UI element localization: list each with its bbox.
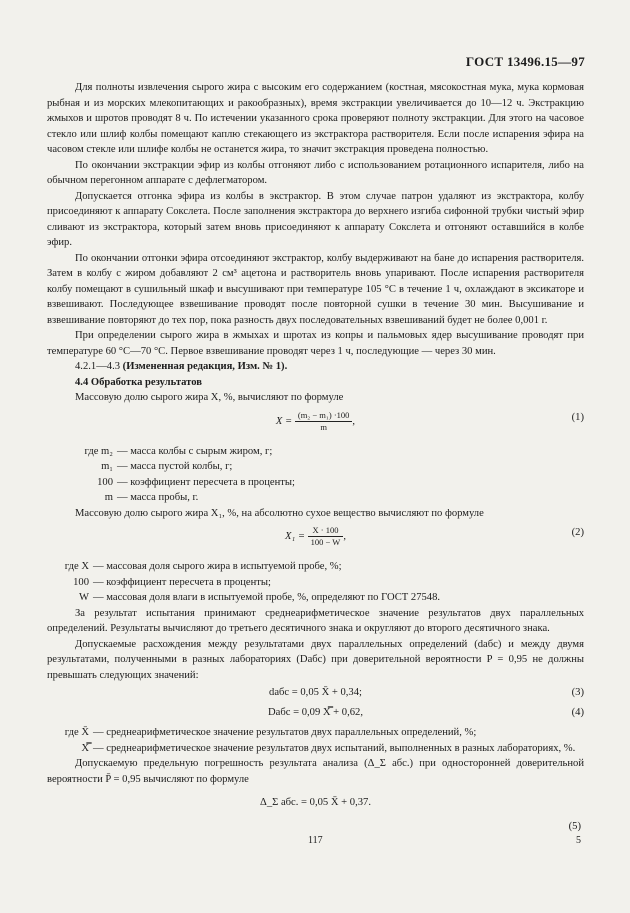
legend-desc: — массовая доля влаги в испытуемой пробе, %, определяют по ГОСТ 27548.: [93, 592, 441, 603]
equation-1: [47, 410, 584, 444]
amendment-text: (Измененная редакция, Изм. № 1).: [122, 361, 288, 372]
amendment-ref: 4.2.1—4.3: [75, 361, 123, 372]
legend-desc: — среднеарифметическое значение результатов двух параллельных определений, %;: [93, 727, 477, 738]
legend-desc: — коэффициент пересчета в проценты;: [93, 576, 271, 588]
legend-desc: — коэффициент пересчета в проценты;: [117, 476, 295, 488]
legend-symbol: m₁: [101, 461, 113, 472]
equation-lhs: X =: [275, 415, 293, 427]
fraction: [308, 525, 344, 548]
equation-tail: ,: [343, 530, 346, 542]
fraction-denominator: 100 − W: [310, 537, 341, 547]
equation-2: [47, 525, 584, 559]
paragraph: По окончании отгонки эфира отсоединяют экстрактор, колбу выдерживают на бане до испарения растворителя. Затем в колбу с жиром добавляют 2 см³ ацетона и растворитель вновь упаривают. После испарения растворителя колбу помещают в сушильный шкаф и высушивают при температуре 105 °С в течение 1 ч, охлаждают в эксикаторе и взвешивают. Последующее взвешивание проводят после повторной сушки в течение 30 мин. Высушивание и взвешивание повторяют до тех пор, пока разность двух последовательных взвешиваний будет не более 0,001 г.: [47, 252, 584, 326]
legend-desc: — масса колбы с сырым жиром, г;: [117, 445, 273, 457]
equation-number: (2): [571, 527, 584, 538]
amendment-note: [47, 359, 584, 375]
equation-3: [47, 685, 584, 705]
legend-list: [47, 725, 584, 756]
equation-lhs: X₁ =: [285, 530, 305, 542]
paragraph: Допускается отгонка эфира из колбы в экстрактор. В этом случае патрон удаляют из экстрактора, колбу присоединяют к аппарату Сокслета. После заполнения экстрактора до верхнего изгиба сифонной трубки чистый эфир сливают из экстрактора, который затем вновь присоединяют к аппарату Сокслета и отгоняют оставшийся в колбе эфир.: [47, 190, 584, 248]
fraction-numerator: (m₂ − m₁) ·100: [295, 410, 353, 422]
legend-symbol: 100: [97, 476, 113, 488]
standard-header: ГОСТ 13496.15—97: [465, 54, 585, 69]
fraction-denominator: m: [320, 421, 327, 432]
legend-symbol: где m₂: [84, 445, 113, 457]
paragraph: Допускаемую предельную погрешность результата анализа (Δ_Σ абс.) при односторонней доверительной вероятности P̄ = 0,95 вычисляют по формуле: [47, 758, 584, 785]
equation-text: dабс = 0,05 X̄ + 0,34;: [269, 687, 362, 698]
equation-number: (5): [568, 821, 581, 832]
paragraph: По окончании экстракции эфир из колбы отгоняют либо с использованием ротационного испарителя, либо на обычном перегонном аппарате с дефлегматором.: [47, 159, 584, 186]
equation-number: (4): [571, 707, 584, 718]
fraction: [295, 409, 356, 433]
equation-number: (1): [571, 411, 584, 423]
legend-list: [47, 444, 584, 506]
paragraph: За результат испытания принимают среднеарифметическое значение результатов двух параллельных определений. Результаты вычисляют до третьего десятичного знака и округляют до второго десятичного знака.: [47, 607, 584, 634]
paragraph: Для полноты извлечения сырого жира с высоким его содержанием (костная, мясокостная мука, мука кормовая рыбная и из морских млекопитающих и ракообразных), время экстракции увеличивается до 10—12 ч. Экстракцию жмыхов и шротов проводят 8 ч. По истечении указанного срока проверяют полноту экстракции. Для этого на часовое стекло или шлиф колбы помещают каплю стекающего из экстрактора растворителя. Если после испарения эфира на часовом стекле или шлифе колбы не останется жира, то значит экстракция проведена полностью.: [47, 82, 584, 155]
page-number-secondary: 5: [576, 835, 581, 846]
legend-symbol: X̿: [81, 742, 89, 754]
legend-list: [47, 559, 584, 606]
section-heading: 4.4 Обработка результатов: [75, 376, 202, 388]
paragraph: Допускаемые расхождения между результатами двух параллельных определений (dабс) и между двумя результатами, полученными в разных лабораториях (Dабс) при доверительной вероятности P = 0,95 не должны превышать следующих значений:: [47, 638, 584, 681]
legend-symbol: W: [79, 592, 89, 603]
legend-symbol: где X: [64, 561, 89, 572]
paragraph: Массовую долю сырого жира X₁, %, на абсолютно сухое вещество вычисляют по формуле: [75, 507, 484, 519]
fraction-numerator: X · 100: [308, 525, 344, 537]
legend-symbol: m: [104, 492, 113, 503]
equation-number: (3): [571, 687, 584, 698]
legend-desc: — масса пустой колбы, г;: [117, 461, 233, 472]
legend-desc: — массовая доля сырого жира в испытуемой пробе, %;: [93, 561, 342, 572]
legend-desc: — масса пробы, г.: [117, 492, 199, 503]
equation-text: Δ_Σ абс. = 0,05 X̄ + 0,37.: [260, 797, 371, 808]
paragraph: При определении сырого жира в жмыхах и шротах из копры и пальмовых ядер высушивание проводят при температуре 60 °С—70 °С. Первое взвешивание проводят через 1 ч, последующие — через 30 мин.: [47, 330, 584, 357]
equation-5: [47, 795, 584, 815]
equation-text: Dабс = 0,09 X̿ + 0,62,: [267, 707, 363, 718]
paragraph: Массовую долю сырого жира X, %, вычисляют по формуле: [75, 392, 344, 403]
equation-tail: ,: [352, 415, 356, 427]
document-body: [47, 80, 584, 815]
equation-4: [47, 705, 584, 725]
legend-symbol: 100: [73, 576, 89, 588]
legend-desc: — среднеарифметическое значение результатов двух испытаний, выполненных в разных лабораториях, %.: [93, 742, 576, 754]
legend-symbol: где X̄: [64, 727, 89, 738]
page-number: 117: [308, 835, 323, 846]
